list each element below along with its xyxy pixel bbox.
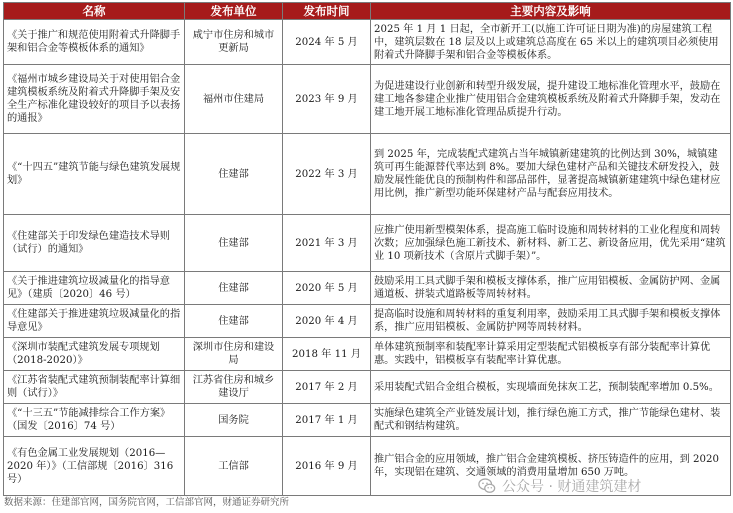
wechat-icon	[478, 477, 496, 495]
policy-name: 《深圳市装配式建筑发展专项规划（2018-2020）》	[4, 338, 185, 371]
policy-table-container	[3, 2, 730, 496]
table-row	[4, 272, 731, 305]
policy-publisher: 住建部	[185, 215, 283, 272]
policy-name: 《关于推进建筑垃圾减量化的指导意见》（建质〔2020〕46 号）	[4, 272, 185, 305]
policy-content: 推广铝合金的应用领域，推广铝合金建筑模板、挤压铸造件的应用，到 2020 年，实现铝在建筑、交通领域的消费用量增加 650 万吨。	[371, 437, 731, 496]
table-row	[4, 215, 731, 272]
policy-content: 应推广使用新型模架体系，提高施工临时设施和周转材料的工业化程度和周转次数；应加强绿色施工新技术、新材料、新工艺、新设备应用，优先采用“建筑业 10 项新技术（含原片式脚手架）”。	[371, 215, 731, 272]
policy-name: 《关于推广和规范使用附着式升降脚手架和铝合金等模板体系的通知》	[4, 20, 185, 65]
policy-publisher: 深圳市住房和建设局	[185, 338, 283, 371]
policy-time: 2017 年 2 月	[283, 371, 371, 404]
policy-publisher: 咸宁市住房和城市更新局	[185, 20, 283, 65]
policy-content: 采用装配式铝合金组合模板，实现墙面免抹灰工艺，预制装配率增加 0.5%。	[371, 371, 731, 404]
policy-publisher: 国务院	[185, 404, 283, 437]
policy-time: 2018 年 11 月	[283, 338, 371, 371]
table-row	[4, 404, 731, 437]
table-row	[4, 338, 731, 371]
policy-publisher: 福州市住建局	[185, 65, 283, 134]
header-name: 名称	[4, 3, 185, 20]
table-row	[4, 65, 731, 134]
policy-time: 2023 年 9 月	[283, 65, 371, 134]
policy-publisher: 江苏省住房和城乡建设厅	[185, 371, 283, 404]
policy-content: 鼓励采用工具式脚手架和模板支撑体系，推广应用铝模板、金属防护网、金属通道板、拼装式道路板等周转材料。	[371, 272, 731, 305]
policy-content: 单体建筑预制率和装配率计算采用定型装配式铝模板享有部分装配率计算优惠。实践中，铝模板享有装配率计算优惠。	[371, 338, 731, 371]
policy-time: 2024 年 5 月	[283, 20, 371, 65]
policy-name: 《住建部关于印发绿色建造技术导则（试行）的通知》	[4, 215, 185, 272]
header-content: 主要内容及影响	[371, 3, 731, 20]
source-note: 数据来源：住建部官网，国务院官网，工信部官网，财通证券研究所	[4, 497, 290, 508]
watermark	[478, 476, 641, 496]
table-row	[4, 134, 731, 215]
policy-content: 为促进建设行业创新和转型升级发展，提升建设工地标准化管理水平，鼓励在建工地各参建企业推广使用铝合金建筑模板系统及附着式升降脚手架，发动在建工地开展工地标准化管理品质提升行动。	[371, 65, 731, 134]
policy-time: 2020 年 4 月	[283, 305, 371, 338]
watermark-text: 公众号 · 财通建筑建材	[502, 479, 642, 495]
header-time: 发布时间	[283, 3, 371, 20]
policy-content: 提高临时设施和周转材料的重复利用率，鼓励采用工具式脚手架和模板支撑体系，推广应用铝模板、金属防护网等周转材料。	[371, 305, 731, 338]
policy-table	[3, 2, 731, 496]
table-row	[4, 305, 731, 338]
policy-name: 《“十三五”节能减排综合工作方案》（国发〔2016〕74 号）	[4, 404, 185, 437]
policy-name: 《福州市城乡建设局关于对使用铝合金建筑模板系统及附着式升降脚手架及安全生产标准化建设较好的项目予以表扬的通报》	[4, 65, 185, 134]
policy-publisher: 住建部	[185, 305, 283, 338]
policy-time: 2017 年 1 月	[283, 404, 371, 437]
policy-time: 2021 年 3 月	[283, 215, 371, 272]
policy-name: 《住建部关于推进建筑垃圾减量化的指导意见》	[4, 305, 185, 338]
policy-content: 2025 年 1 月 1 日起，全市新开工(以施工许可证日期为准)的房屋建筑工程中，建筑层数在 18 层及以上或建筑总高度在 65 米以上的建筑项目必须使用附着式升降脚手架和铝合金等模板体系。	[371, 20, 731, 65]
policy-content: 实施绿色建筑全产业链发展计划，推行绿色施工方式，推广节能绿色建材、装配式和钢结构建筑。	[371, 404, 731, 437]
policy-publisher: 工信部	[185, 437, 283, 496]
table-row	[4, 371, 731, 404]
policy-name: 《有色金属工业发展规划（2016—2020 年）》（工信部规〔2016〕316 号）	[4, 437, 185, 496]
table-row	[4, 20, 731, 65]
policy-time: 2016 年 9 月	[283, 437, 371, 496]
header-publisher: 发布单位	[185, 3, 283, 20]
policy-content: 到 2025 年，完成装配式建筑占当年城镇新建建筑的比例达到 30%，城镇建筑可再生能源替代率达到 8%。要加大绿色建材产品和关键技术研发投入，鼓励发展性能优良的预制构件和部品部件，显著提高城镇新建建筑中绿色建材应用比例，推广新型功能环保建材产品与配套应用技术。	[371, 134, 731, 215]
table-header-row	[4, 3, 731, 20]
policy-time: 2022 年 3 月	[283, 134, 371, 215]
policy-time: 2020 年 5 月	[283, 272, 371, 305]
policy-publisher: 住建部	[185, 272, 283, 305]
policy-publisher: 住建部	[185, 134, 283, 215]
policy-name: 《“十四五”建筑节能与绿色建筑发展规划》	[4, 134, 185, 215]
policy-name: 《江苏省装配式建筑预制装配率计算细则（试行）》	[4, 371, 185, 404]
